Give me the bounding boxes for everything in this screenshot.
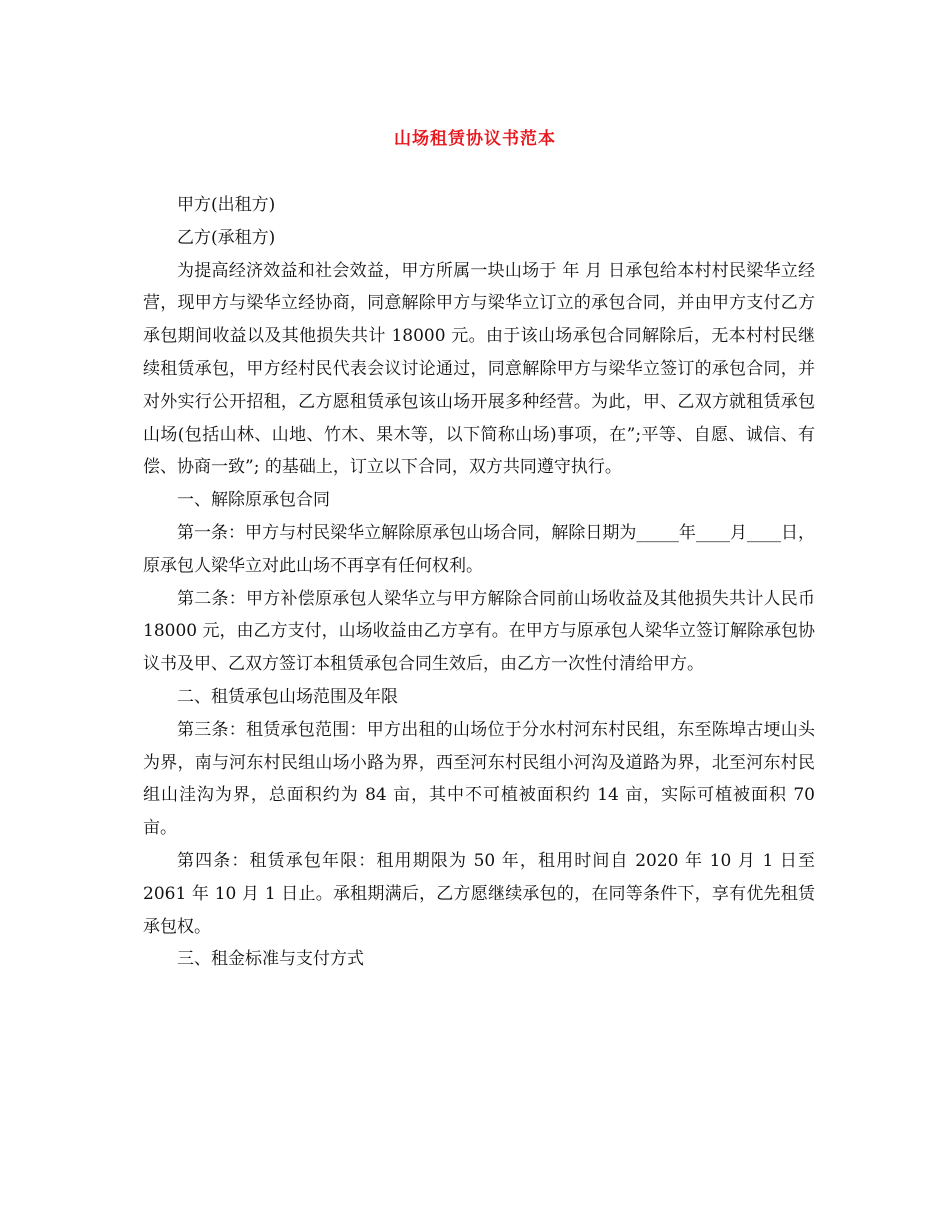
article-4: 第四条：租赁承包年限：租用期限为 50 年，租用时间自 2020 年 10 月 1 日至 2061 年 10 月 1 日止。承租期满后，乙方愿继续承包的，在同等条件下，享有优先租赁承包权。 — [143, 850, 815, 937]
party-a-line: 甲方(出租方) — [177, 195, 276, 215]
article-3: 第三条：租赁承包范围：甲方出租的山场位于分水村河东村民组，东至陈埠古埂山头为界，南与河东村民组山场小路为界，西至河东村民组小河沟及道路为界，北至河东村民组山洼沟为界，总面积约为 84 亩，其中不可植被面积约 14 亩，实际可植被面积 70 亩。 — [143, 719, 815, 839]
party-b-line: 乙方(承租方) — [177, 227, 276, 248]
section-heading-3: 三、租金标准与支付方式 — [177, 949, 364, 970]
article-1: 第一条：甲方与村民梁华立解除原承包山场合同，解除日期为_____年____月____日，原承包人梁华立对此山场不再享有任何权利。 — [143, 522, 815, 576]
document-title: 山场租赁协议书范本 — [394, 129, 556, 149]
document-body — [143, 189, 815, 976]
article-2: 第二条：甲方补偿原承包人梁华立与甲方解除合同前山场收益及其他损失共计人民币 18000 元，由乙方支付，山场收益由乙方享有。在甲方与原承包人梁华立签订解除承包协议书及甲、乙双方签订本租赁承包合同生效后，由乙方一次性付清给甲方。 — [143, 588, 815, 675]
preamble-paragraph: 为提高经济效益和社会效益，甲方所属一块山场于 年 月 日承包给本村村民梁华立经营，现甲方与梁华立经协商，同意解除甲方与梁华立订立的承包合同，并由甲方支付乙方承包期间收益以及其他损失共计 18000 元。由于该山场承包合同解除后，无本村村民继续租赁承包，甲方经村民代表会议讨论通过，同意解除甲方与梁华立签订的承包合同，并对外实行公开招租，乙方愿租赁承包该山场开展多种经营。为此，甲、乙双方就租赁承包山场(包括山林、山地、竹木、果木等，以下简称山场)事项，在”;平等、自愿、诚信、有偿、协商一致”; 的基础上，订立以下合同，双方共同遵守执行。 — [143, 260, 815, 478]
section-heading-1: 一、解除原承包合同 — [177, 490, 330, 511]
section-heading-2: 二、租赁承包山场范围及年限 — [177, 686, 398, 707]
